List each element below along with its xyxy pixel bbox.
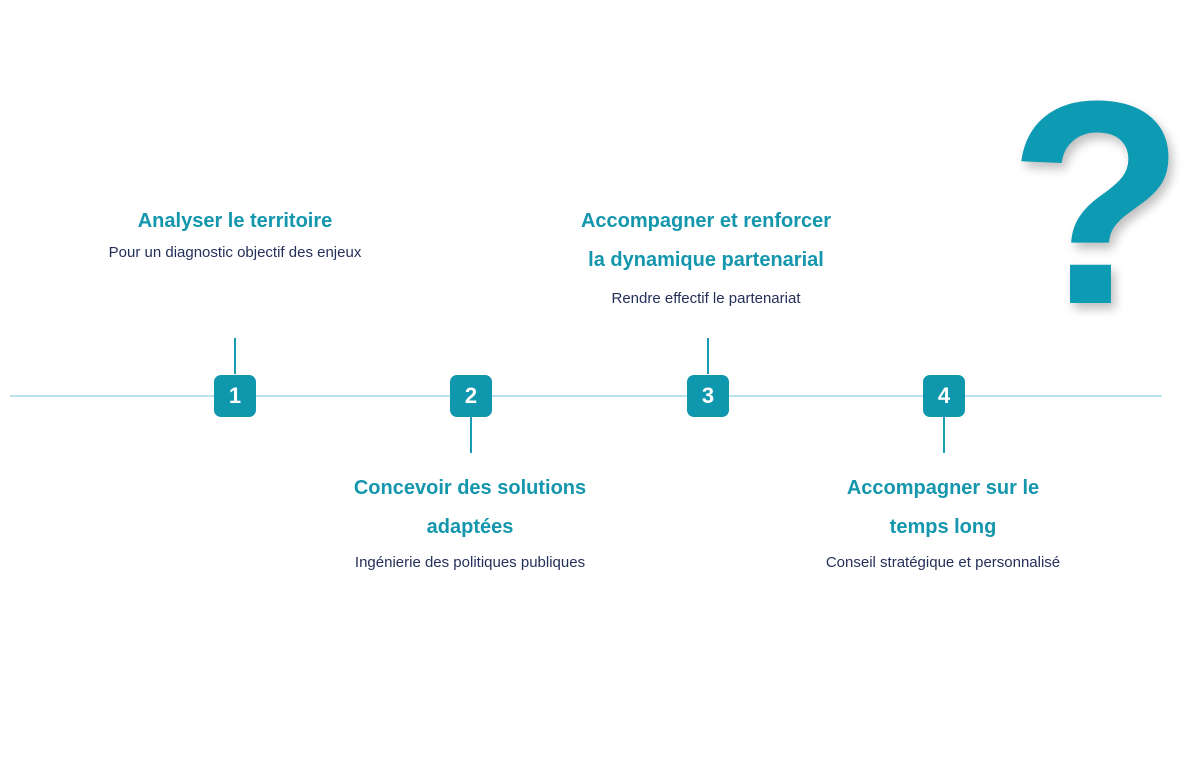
step-2-badge: 2 (450, 375, 492, 417)
timeline-line (10, 395, 1162, 397)
step-1-connector (234, 338, 236, 374)
step-1-badge: 1 (214, 375, 256, 417)
step-2-title: Concevoir des solutions adaptées (353, 477, 587, 538)
step-4-badge: 4 (923, 375, 965, 417)
step-4-connector (943, 417, 945, 453)
step-1-subtitle: Pour un diagnostic objectif des enjeux (108, 244, 362, 261)
step-2-subtitle: Ingénierie des politiques publiques (354, 554, 586, 571)
step-4-title: Accompagner sur le temps long (846, 477, 1040, 538)
step-3-text (526, 202, 886, 309)
step-2-text (290, 469, 650, 573)
step-3-badge: 3 (687, 375, 729, 417)
step-3-title: Accompagner et renforcer la dynamique partenarial (580, 210, 832, 271)
step-3-connector (707, 338, 709, 374)
step-3-subtitle: Rendre effectif le partenariat (611, 290, 801, 307)
step-2-connector (470, 417, 472, 453)
step-1-text (55, 202, 415, 263)
step-4-text (763, 469, 1123, 573)
step-1-title: Analyser le territoire (137, 210, 333, 232)
step-4-subtitle: Conseil stratégique et personnalisé (825, 554, 1061, 571)
question-mark-icon: ? (1008, 41, 1186, 365)
